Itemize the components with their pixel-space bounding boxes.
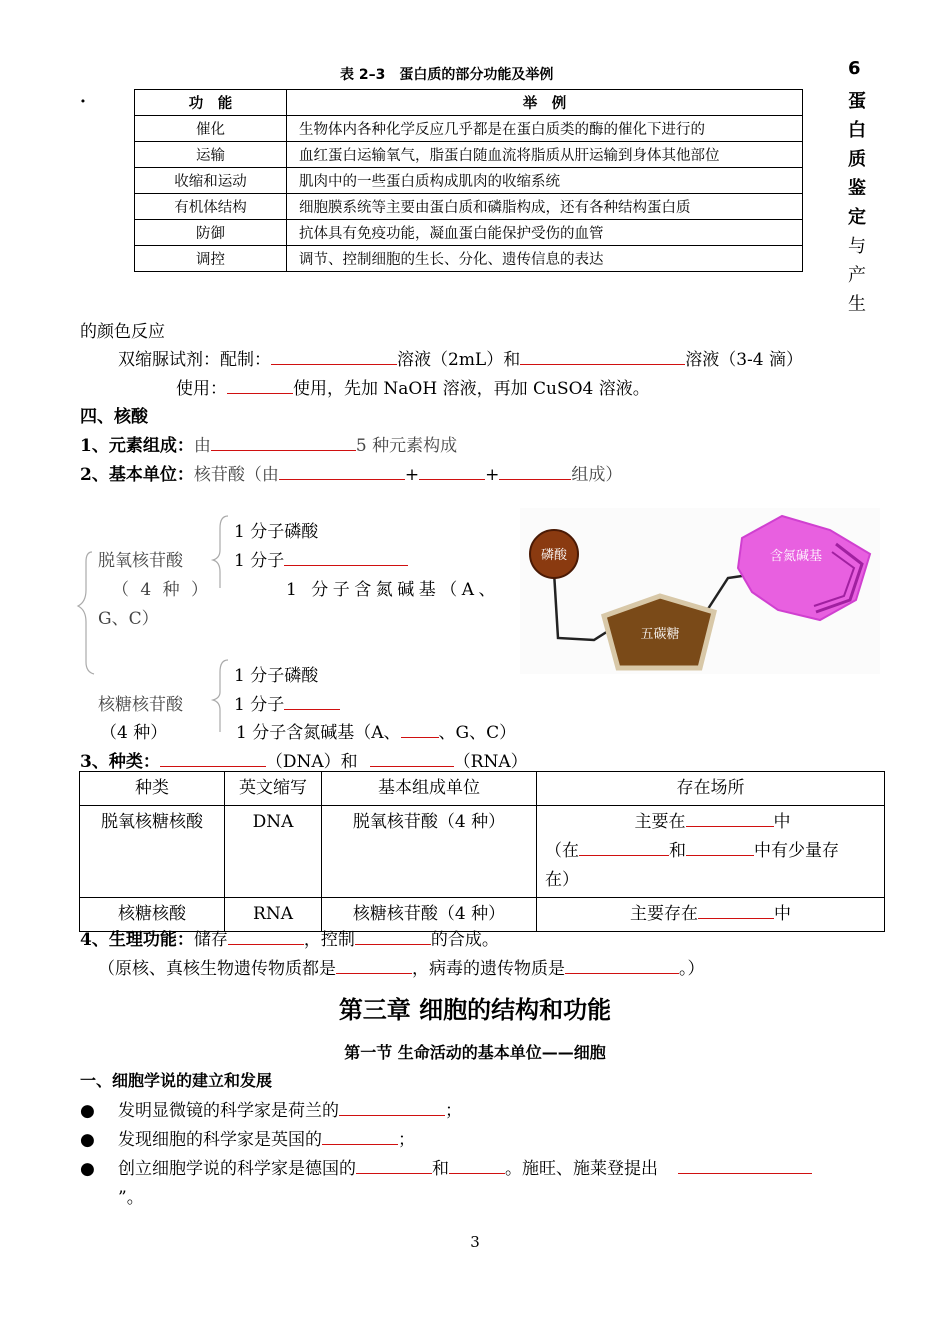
side-char: 质: [848, 149, 866, 170]
loc-pre: 主要在: [634, 812, 686, 832]
function-cell: 收缩和运动: [135, 168, 287, 194]
answer-blank[interactable]: [322, 1128, 398, 1145]
answer-blank[interactable]: [279, 463, 405, 480]
loc2-post: 中有少量存: [754, 841, 839, 861]
location-cell: [537, 806, 885, 898]
bullet-icon: ●: [80, 1159, 95, 1179]
bullet-icon: ●: [80, 1130, 95, 1150]
answer-blank[interactable]: [339, 1099, 445, 1116]
use-label: 使用：: [176, 379, 227, 399]
answer-blank[interactable]: [579, 839, 669, 856]
table-row: [135, 142, 803, 168]
kinds-rna: （RNA）: [453, 752, 528, 772]
reagent-label: 双缩脲试剂：配制：: [118, 350, 271, 370]
answer-blank[interactable]: [227, 377, 293, 394]
nucleotide-diagram: [520, 508, 880, 674]
deoxy-base: 1 分子含氮碱基（A、: [286, 580, 500, 600]
loc-post: 中: [774, 904, 791, 924]
unit-post: 组成）: [571, 465, 623, 485]
section-title: 第一节 生命活动的基本单位——细胞: [344, 1043, 606, 1062]
plus-sign: +: [485, 465, 500, 485]
deoxy-sugar-pre: 1 分子: [234, 551, 285, 571]
side-char: 鉴: [848, 178, 866, 199]
bullet-item: [80, 1096, 462, 1121]
bullet-dot: ·: [80, 92, 86, 112]
deoxy-phosphate: 1 分子磷酸: [234, 522, 319, 542]
chapter-title: 第三章 细胞的结构和功能: [338, 995, 612, 1024]
function-cell: 催化: [135, 116, 287, 142]
answer-blank[interactable]: [271, 348, 397, 365]
abbr-cell: DNA: [225, 806, 322, 898]
table-row: [135, 116, 803, 142]
nucleic-heading: 四、核酸: [80, 407, 148, 427]
example-cell: 抗体具有免疫功能，凝血蛋白能保护受伤的血管: [287, 220, 803, 246]
answer-blank[interactable]: [228, 928, 304, 945]
answer-blank[interactable]: [160, 750, 266, 767]
phosphate-label: 磷酸: [540, 548, 568, 563]
table-row: [135, 220, 803, 246]
bullet1-pre: 发明显微镜的科学家是荷兰的: [118, 1101, 339, 1121]
answer-blank[interactable]: [370, 750, 454, 767]
bullet2-pre: 发现细胞的科学家是英国的: [118, 1130, 322, 1150]
header-function: 功 能: [135, 90, 287, 116]
unit-pre: 核苷酸（由: [193, 465, 279, 485]
loc-pre: 主要存在: [630, 904, 698, 924]
bullet-item: [80, 1154, 812, 1179]
table-row: [135, 194, 803, 220]
use-line: [176, 374, 650, 399]
reagent-line: [118, 345, 803, 370]
base-label: 含氮碱基: [769, 549, 823, 564]
answer-blank[interactable]: [698, 902, 774, 919]
abbr-cell: RNA: [225, 898, 322, 932]
answer-blank[interactable]: [449, 1157, 505, 1174]
note-mid: ，病毒的遗传物质是: [412, 959, 565, 979]
protein-function-table: [134, 89, 803, 272]
unit-cell: 脱氧核苷酸（4 种）: [322, 806, 537, 898]
color-reaction-line: 的颜色反应: [80, 322, 165, 342]
deoxy-base-tail: G、C）: [98, 609, 159, 629]
subheading: 一、细胞学说的建立和发展: [80, 1071, 273, 1090]
answer-blank[interactable]: [284, 693, 340, 710]
side-char: 定: [848, 207, 866, 228]
answer-blank[interactable]: [356, 1157, 432, 1174]
header-unit: 基本组成单位: [322, 772, 537, 806]
ribo-name: 核糖核苷酸: [98, 695, 183, 715]
ribo-sugar-line: [234, 690, 340, 715]
answer-blank[interactable]: [565, 957, 679, 974]
ribo-count: （4 种）: [100, 723, 168, 743]
loc2-mid: 和: [669, 841, 686, 861]
side-char: 白: [848, 120, 866, 141]
page-number: 3: [470, 1233, 480, 1251]
answer-blank[interactable]: [336, 957, 412, 974]
bullet3-mid: 和: [432, 1159, 449, 1179]
note-post: 。）: [679, 959, 705, 979]
answer-blank[interactable]: [499, 463, 571, 480]
answer-blank[interactable]: [520, 348, 685, 365]
side-char: 与: [848, 236, 866, 257]
header-abbr: 英文缩写: [225, 772, 322, 806]
deoxy-count: （ 4 种 ）: [112, 580, 212, 600]
element-label: 1、元素组成：: [80, 436, 194, 456]
header-example: 举 例: [287, 90, 803, 116]
bullet-item: [80, 1125, 415, 1150]
unit-line: [80, 460, 622, 485]
example-cell: 调节、控制细胞的生长、分化、遗传信息的表达: [287, 246, 803, 272]
answer-blank[interactable]: [686, 839, 754, 856]
bullet2-post: ；: [398, 1130, 415, 1150]
function-label: 4、生理功能：: [80, 930, 194, 950]
kinds-label: 3、种类：: [80, 752, 160, 772]
ribo-base-pre: 1 分子含氮碱基（A、: [236, 723, 401, 743]
ribo-base-line: [236, 718, 516, 743]
function-cell: 调控: [135, 246, 287, 272]
table-row: [80, 806, 885, 898]
deoxy-sugar-line: [234, 546, 408, 571]
note-line: [98, 954, 705, 979]
bullet3-tail: ”。: [118, 1188, 144, 1208]
example-cell: 血红蛋白运输氧气，脂蛋白随血流将脂质从肝运输到身体其他部位: [287, 142, 803, 168]
side-number: 6: [848, 58, 861, 79]
function-line: [80, 925, 499, 950]
bullet1-post: ；: [445, 1101, 462, 1121]
header-kind: 种类: [80, 772, 225, 806]
bullet3-pre: 创立细胞学说的科学家是德国的: [118, 1159, 356, 1179]
example-cell: 肌肉中的一些蛋白质构成肌肉的收缩系统: [287, 168, 803, 194]
solution2-text: 溶液（3-4 滴）: [685, 350, 804, 370]
use-text: 使用，先加 NaOH 溶液，再加 CuSO4 溶液。: [293, 379, 650, 399]
unit-cell: 核糖核苷酸（4 种）: [322, 898, 537, 932]
ribo-sugar-pre: 1 分子: [234, 695, 285, 715]
kinds-dna: （DNA）和: [265, 752, 358, 772]
function-cell: 有机体结构: [135, 194, 287, 220]
answer-blank[interactable]: [401, 721, 439, 738]
sugar-label: 五碳糖: [640, 627, 680, 642]
function-cell: 防御: [135, 220, 287, 246]
bullet-icon: ●: [80, 1101, 95, 1121]
answer-blank[interactable]: [419, 463, 485, 480]
side-char: 产: [848, 265, 866, 286]
ribo-phosphate: 1 分子磷酸: [234, 666, 319, 686]
function-pre: 储存: [193, 930, 228, 950]
unit-label: 2、基本单位：: [80, 465, 194, 485]
side-char: 蛋: [848, 91, 866, 112]
function-post: 的合成。: [430, 930, 499, 950]
plus-sign: +: [404, 465, 420, 485]
example-cell: 细胞膜系统等主要由蛋白质和磷脂构成，还有各种结构蛋白质: [287, 194, 803, 220]
solution1-text: 溶液（2mL）和: [397, 350, 521, 370]
element-line: [80, 431, 457, 456]
header-location: 存在场所: [537, 772, 885, 806]
kinds-line: [80, 747, 528, 772]
answer-blank[interactable]: [678, 1157, 812, 1174]
table-header-row: [135, 90, 803, 116]
note-pre: （原核、真核生物遗传物质都是: [98, 959, 336, 979]
table-header-row: [80, 772, 885, 806]
protein-table-caption: 表 2–3 蛋白质的部分功能及举例: [340, 67, 554, 83]
function-mid: ，控制: [303, 930, 355, 950]
example-cell: 生物体内各种化学反应几乎都是在蛋白质类的酶的催化下进行的: [287, 116, 803, 142]
table-row: [135, 168, 803, 194]
answer-blank[interactable]: [284, 549, 408, 566]
kind-cell: 核糖核酸: [80, 898, 225, 932]
side-char: 生: [848, 294, 866, 315]
loc-post: 中: [773, 812, 791, 832]
answer-blank[interactable]: [686, 810, 774, 827]
loc2-pre: （在: [545, 841, 579, 861]
bullet3-post: 。施旺、施莱登提出: [505, 1159, 658, 1179]
kind-cell: 脱氧核糖核酸: [80, 806, 225, 898]
loc3: 在）: [545, 870, 579, 890]
table-row: [135, 246, 803, 272]
ribo-base-post: 、G、C）: [438, 723, 517, 743]
element-post: 5 种元素构成: [355, 436, 458, 456]
answer-blank[interactable]: [355, 928, 431, 945]
deoxy-name: 脱氧核苷酸: [98, 551, 183, 571]
element-pre: 由: [193, 436, 211, 456]
answer-blank[interactable]: [211, 434, 356, 451]
location-cell: [537, 898, 885, 932]
nucleic-acid-table: [79, 771, 885, 932]
function-cell: 运输: [135, 142, 287, 168]
